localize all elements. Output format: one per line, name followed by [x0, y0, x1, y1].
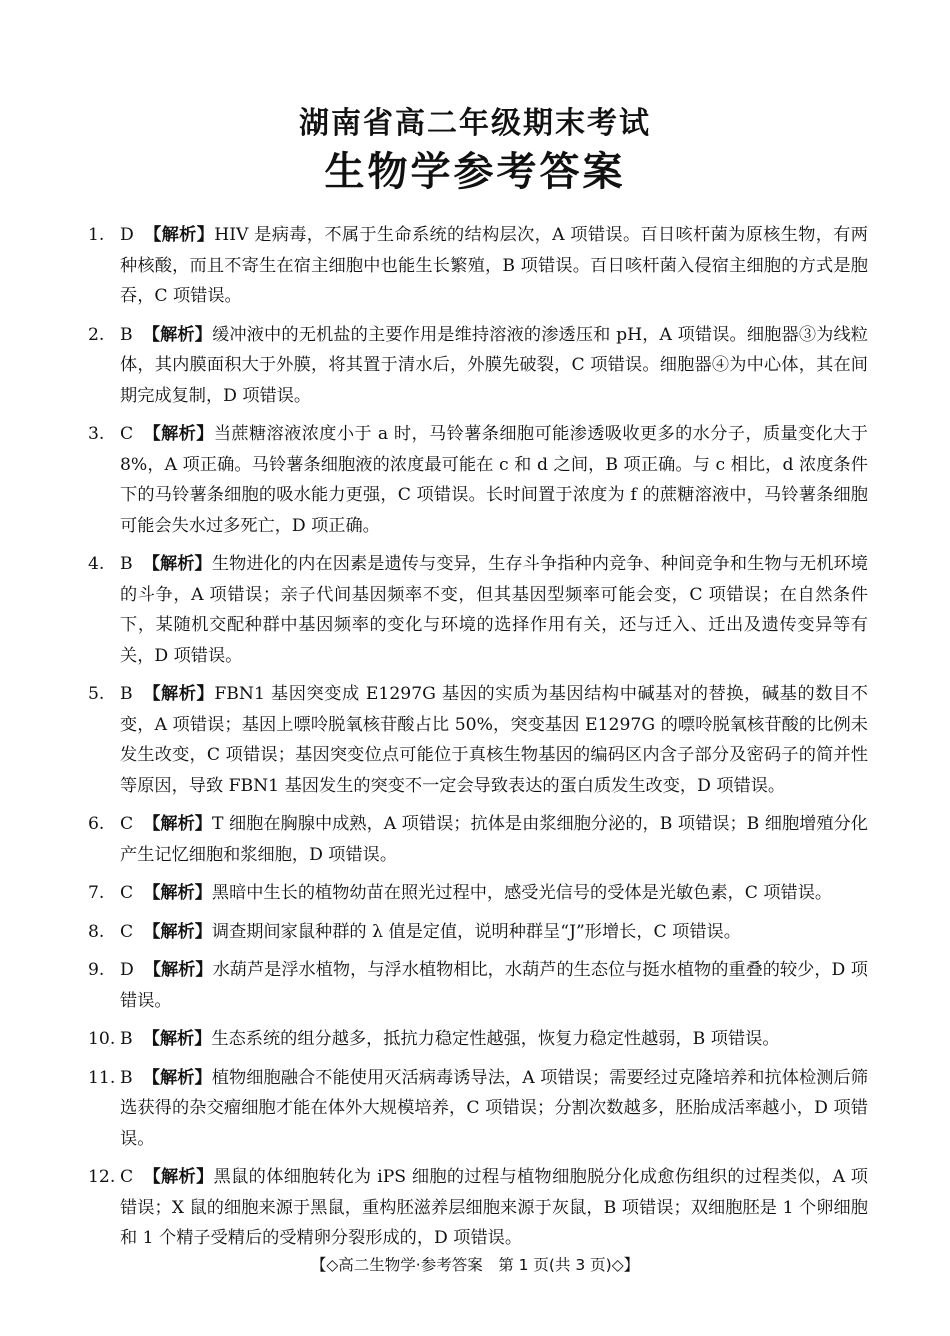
answer-letter: C [120, 1167, 134, 1187]
analysis-tag: 【解析】 [142, 684, 215, 704]
question-number: 7. [88, 883, 105, 903]
analysis-text: 调查期间家鼠种群的 λ 值是定值，说明种群呈“J”形增长，C 项错误。 [211, 921, 741, 942]
answer-letter: C [120, 921, 134, 942]
answer-list [88, 220, 868, 1262]
answer-item [88, 419, 868, 541]
answer-letter: C [120, 424, 134, 444]
analysis-text: 植物细胞融合不能使用灭活病毒诱导法，A 项错误；需要经过克隆培养和抗体检测后筛选获得的杂交瘤细胞才能在体外大规模培养，C 项错误；分割次数越多，胚胎成活率越小，D 项错误。 [120, 1067, 868, 1149]
answer-letter: C [120, 814, 134, 834]
answer-letter: B [120, 1067, 133, 1088]
question-number: 12. [88, 1167, 116, 1187]
question-number: 3. [88, 424, 105, 444]
analysis-tag: 【解析】 [143, 814, 212, 834]
question-number: 9. [88, 960, 105, 980]
answer-item [88, 220, 868, 312]
analysis-tag: 【解析】 [143, 921, 212, 942]
answer-item [88, 955, 868, 1016]
analysis-tag: 【解析】 [143, 960, 213, 980]
analysis-text: FBN1 基因突变成 E1297G 基因的实质为基因结构中碱基对的替换，碱基的数目不变，A 项错误；基因上嘌呤脱氧核苷酸占比 50%，突变基因 E1297G 的嘌呤脱氧核苷酸的比例未发生改变，C 项错误；基因突变位点可能位于真核生物基因的编码区内含子部分及密码子的简并性等原因，导致 FBN1 基因发生的突变不一定会导致表达的蛋白质发生改变，D 项错误。 [120, 684, 868, 796]
answer-item [88, 549, 868, 671]
analysis-tag: 【解析】 [142, 1029, 212, 1049]
analysis-tag: 【解析】 [142, 554, 212, 574]
answer-letter: D [120, 960, 134, 980]
page-footer: 【◇高二生物学·参考答案 第 1 页(共 3 页)◇】 [310, 1256, 640, 1274]
analysis-tag: 【解析】 [143, 424, 214, 444]
answer-item [88, 809, 868, 870]
answer-letter: B [120, 1029, 133, 1049]
answer-letter: B [120, 554, 133, 574]
question-number: 5. [88, 684, 105, 704]
analysis-tag: 【解析】 [143, 883, 212, 903]
analysis-text: 黑暗中生长的植物幼苗在照光过程中，感受光信号的受体是光敏色素，C 项错误。 [211, 883, 833, 903]
analysis-tag: 【解析】 [142, 324, 213, 345]
answer-item [88, 1162, 868, 1254]
answer-item [88, 917, 868, 948]
answer-letter: B [120, 324, 133, 345]
analysis-text: 水葫芦是浮水植物，与浮水植物相比，水葫芦的生态位与挺水植物的重叠的较少，D 项错误。 [120, 960, 868, 1011]
question-number: 4. [88, 554, 105, 574]
question-number: 1. [88, 225, 105, 245]
analysis-text: 缓冲液中的无机盐的主要作用是维持溶液的渗透压和 pH，A 项错误。细胞器③为线粒体，其内膜面积大于外膜，将其置于清水后，外膜先破裂，C 项错误。细胞器④为中心体，其在间期完成复制，D 项错误。 [120, 324, 868, 406]
answer-letter: C [120, 883, 134, 903]
analysis-text: 黑鼠的体细胞转化为 iPS 细胞的过程与植物细胞脱分化成愈伤组织的过程类似，A 项错误；X 鼠的细胞来源于黑鼠，重构胚滋养层细胞来源于灰鼠，B 项错误；双细胞胚是 1 个卵细胞和 1 个精子受精后的受精卵分裂形成的，D 项错误。 [120, 1167, 868, 1248]
question-number: 8. [88, 921, 105, 942]
question-number: 10. [88, 1029, 116, 1049]
answer-item [88, 320, 868, 412]
answer-item [88, 679, 868, 801]
answer-item [88, 1024, 868, 1055]
analysis-text: HIV 是病毒，不属于生命系统的结构层次，A 项错误。百日咳杆菌为原核生物，有两种核酸，而且不寄生在宿主细胞中也能生长繁殖，B 项错误。百日咳杆菌入侵宿主细胞的方式是胞吞，C 项错误。 [120, 225, 868, 306]
analysis-text: 当蔗糖溶液浓度小于 a 时，马铃薯条细胞可能渗透吸收更多的水分子，质量变化大于 8%，A 项正确。马铃薯条细胞液的浓度最可能在 c 和 d 之间，B 项正确。与 c 相比，d 浓度条件下的马铃薯条细胞的吸水能力更强，C 项错误。长时间置于浓度为 f 的蔗糖溶液中，马铃薯条细胞可能会失水过多死亡，D 项正确。 [120, 424, 868, 536]
question-number: 2. [88, 324, 105, 345]
answer-letter: B [120, 684, 133, 704]
page-title: 湖南省高二年级期末考试 [299, 106, 651, 141]
answer-letter: D [120, 225, 134, 245]
analysis-tag: 【解析】 [142, 1067, 212, 1088]
analysis-text: T 细胞在胸腺中成熟，A 项错误；抗体是由浆细胞分泌的，B 项错误；B 细胞增殖分化产生记忆细胞和浆细胞，D 项错误。 [120, 814, 868, 865]
analysis-text: 生物进化的内在因素是遗传与变异，生存斗争指种内竞争、种间竞争和生物与无机环境的斗争，A 项错误；亲子代间基因频率不变，但其基因型频率可能会变，C 项错误；在自然条件下，某随机交配种群中基因频率的变化与环境的选择作用有关，还与迁入、迁出及遗传变异等有关，D 项错误。 [120, 554, 868, 666]
analysis-text: 生态系统的组分越多，抵抗力稳定性越强，恢复力稳定性越弱，B 项错误。 [211, 1029, 780, 1049]
analysis-tag: 【解析】 [143, 1167, 214, 1187]
question-number: 11. [88, 1067, 116, 1088]
answer-item [88, 1063, 868, 1155]
answer-item [88, 878, 868, 909]
page-subtitle: 生物学参考答案 [324, 148, 626, 195]
question-number: 6. [88, 814, 105, 834]
analysis-tag: 【解析】 [143, 225, 215, 245]
